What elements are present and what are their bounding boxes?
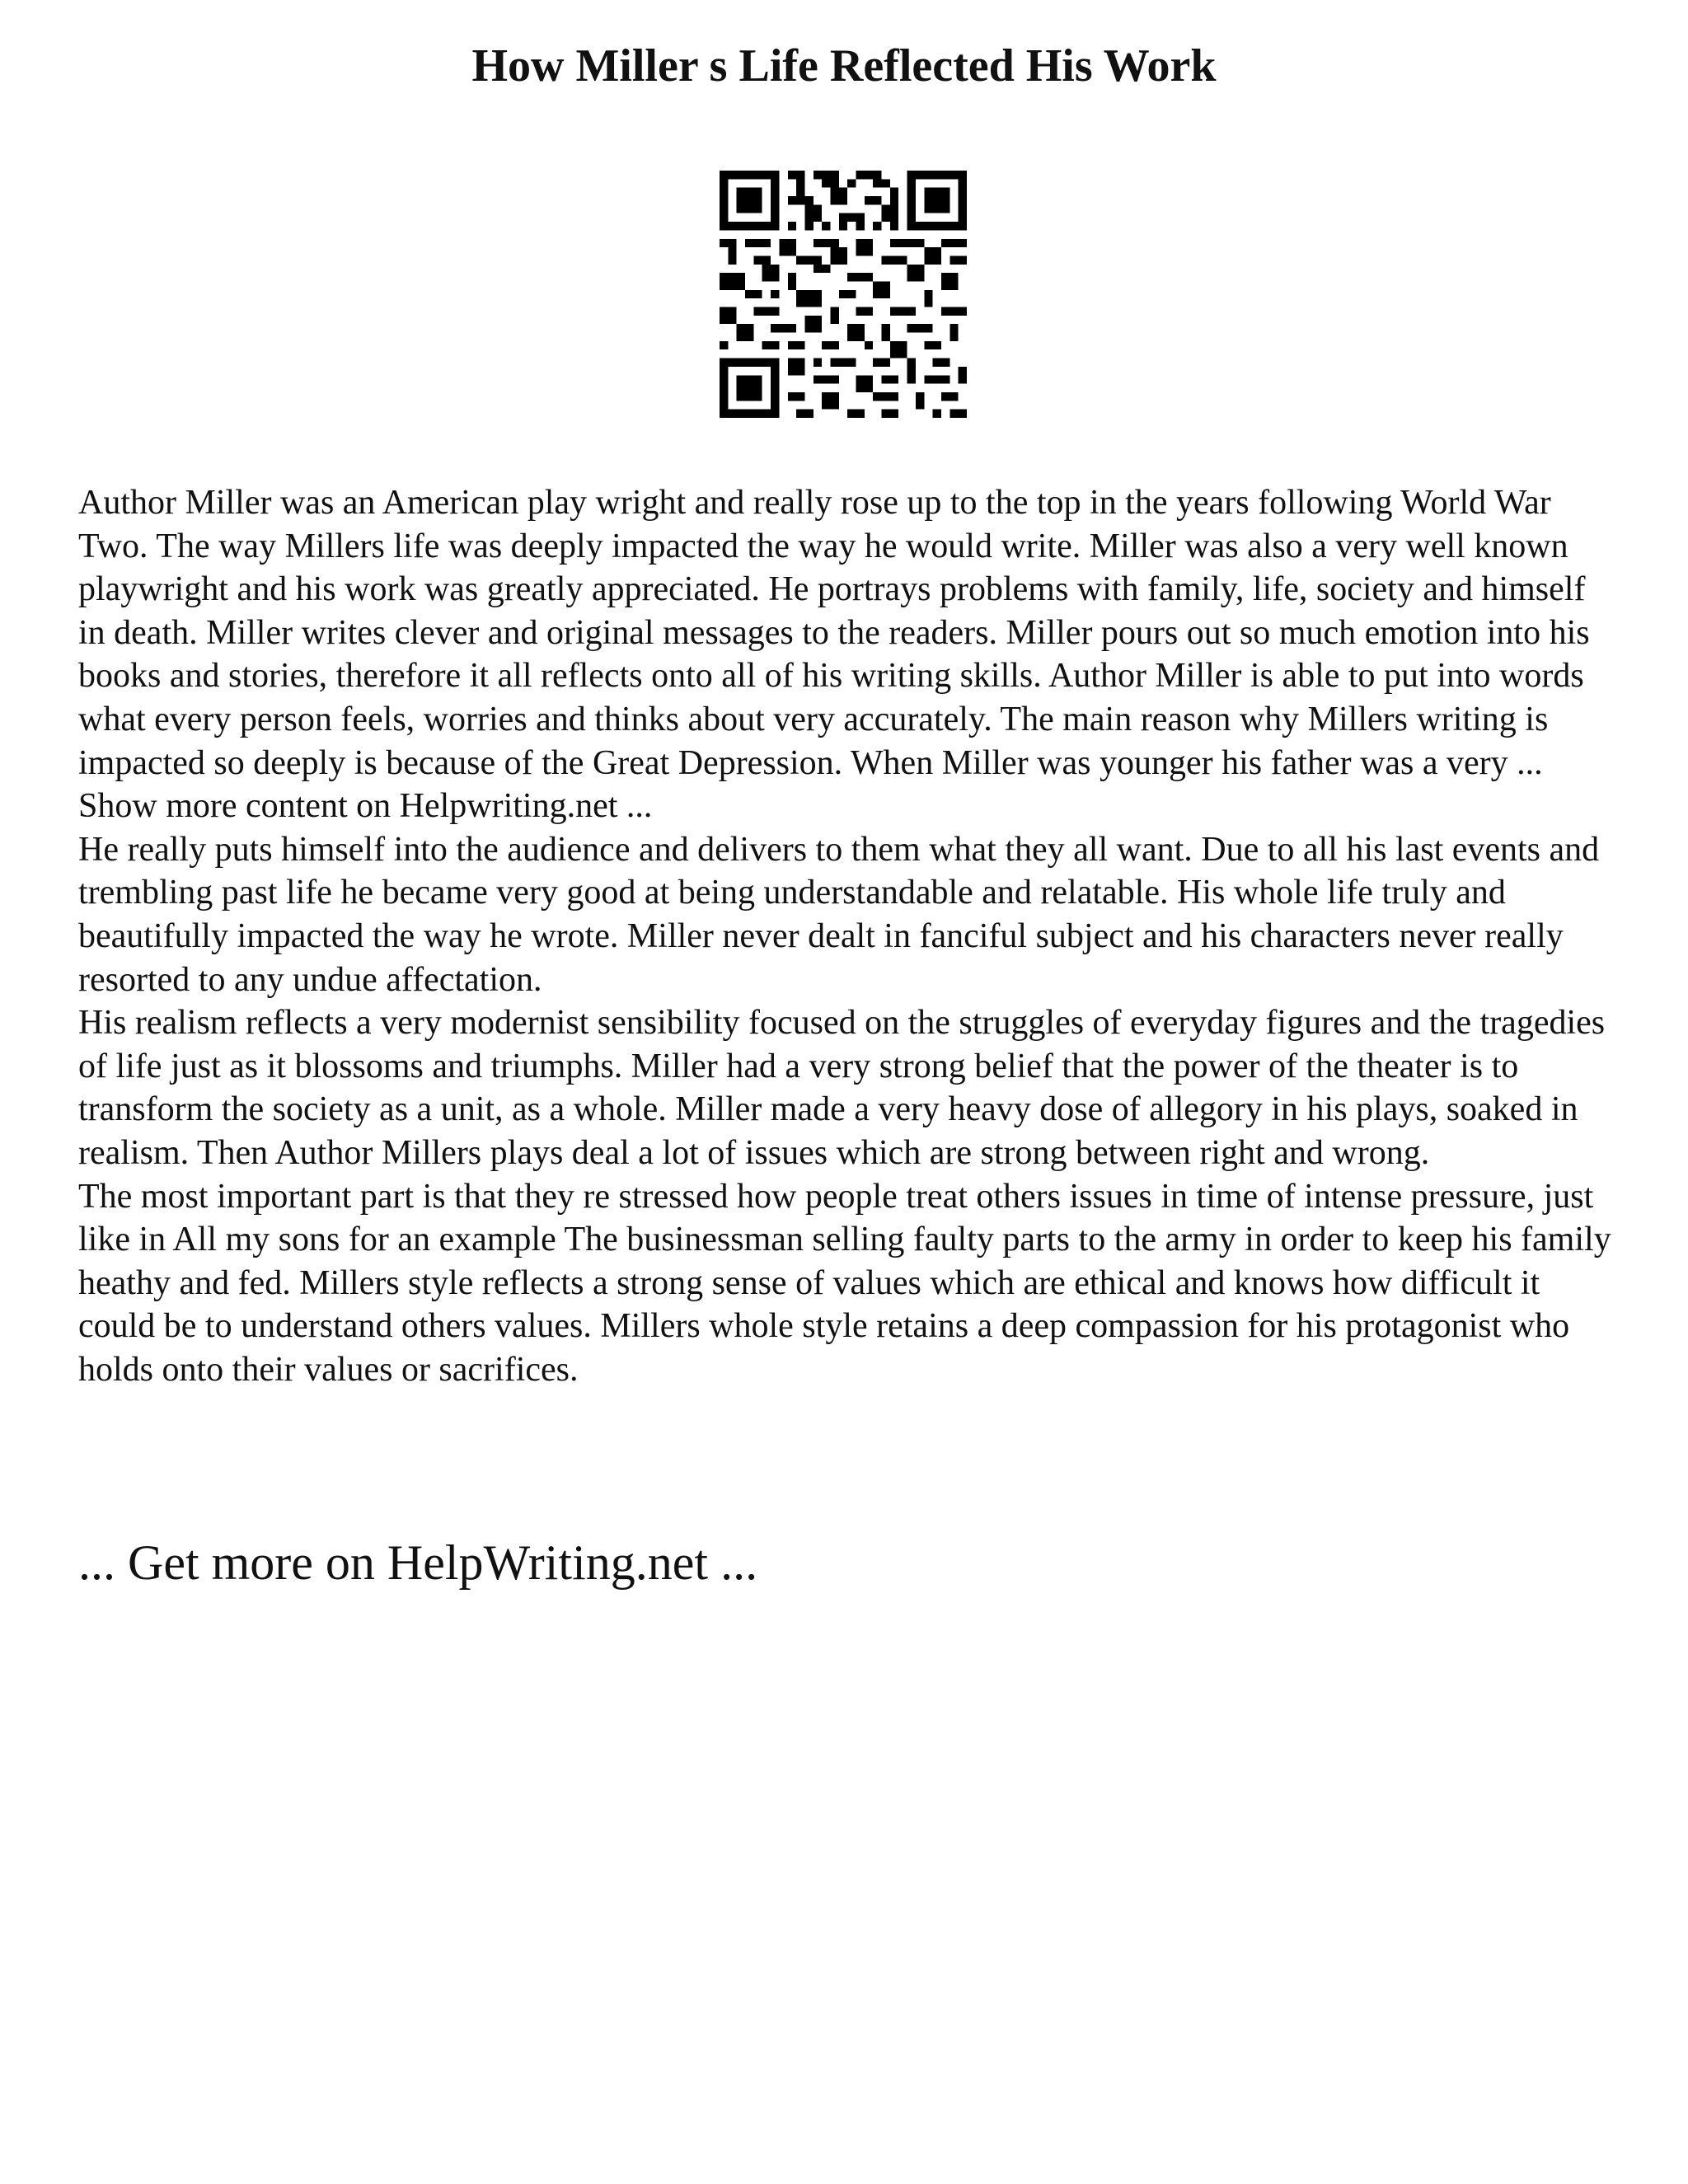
article-paragraph: The most important part is that they re stressed how people treat others issues in time of intense pressure, just like in All my sons for an example The businessman selling faulty parts to the army in order to keep his family heathy and fed. Millers style reflects a strong sense of values which are ethical and knows how difficult it could be to understand others values. Millers whole style retains a deep compassion for his protagonist who holds onto their values or sacrifices. [78, 1177, 1611, 1389]
qr-code-image [720, 171, 967, 418]
article-paragraph: Author Miller was an American play wright and really rose up to the top in the years following World War Two. The way Millers life was deeply impacted the way he would write. Miller was also a very well known playwright and his work was greatly appreciated. He portrays problems with family, life, society and himself in death. Miller writes clever and original messages to the readers. Miller pours out so much emotion into his books and stories, therefore it all reflects onto all of his writing skills. Author Miller is able to put into words what every person feels, worries and thinks about very accurately. The main reason why Millers writing is impacted so deeply is because of the Great Depression. When Miller was younger his father was a very ... Show more content on Helpwriting.net ... [78, 484, 1590, 826]
document-title: How Miller s Life Reflected His Work [471, 40, 1217, 91]
article-body [78, 481, 1620, 1391]
article-paragraph: He really puts himself into the audience and delivers to them what they all want. Due to all his last events and trembling past life he became very good at being understandable and relatable. His whole life truly and beautifully impacted the way he wrote. Miller never dealt in fanciful subject and his characters never really resorted to any undue affectation. [78, 830, 1600, 999]
article-paragraph: His realism reflects a very modernist sensibility focused on the struggles of everyday figures and the tragedies of life just as it blossoms and triumphs. Miller had a very strong belief that the power of the theater is to transform the society as a unit, as a whole. Miller made a very heavy dose of allegory in his plays, soaked in realism. Then Author Millers plays deal a lot of issues which are strong between right and wrong. [78, 1004, 1606, 1172]
get-more-link[interactable]: ... Get more on HelpWriting.net ... [78, 1535, 758, 1590]
